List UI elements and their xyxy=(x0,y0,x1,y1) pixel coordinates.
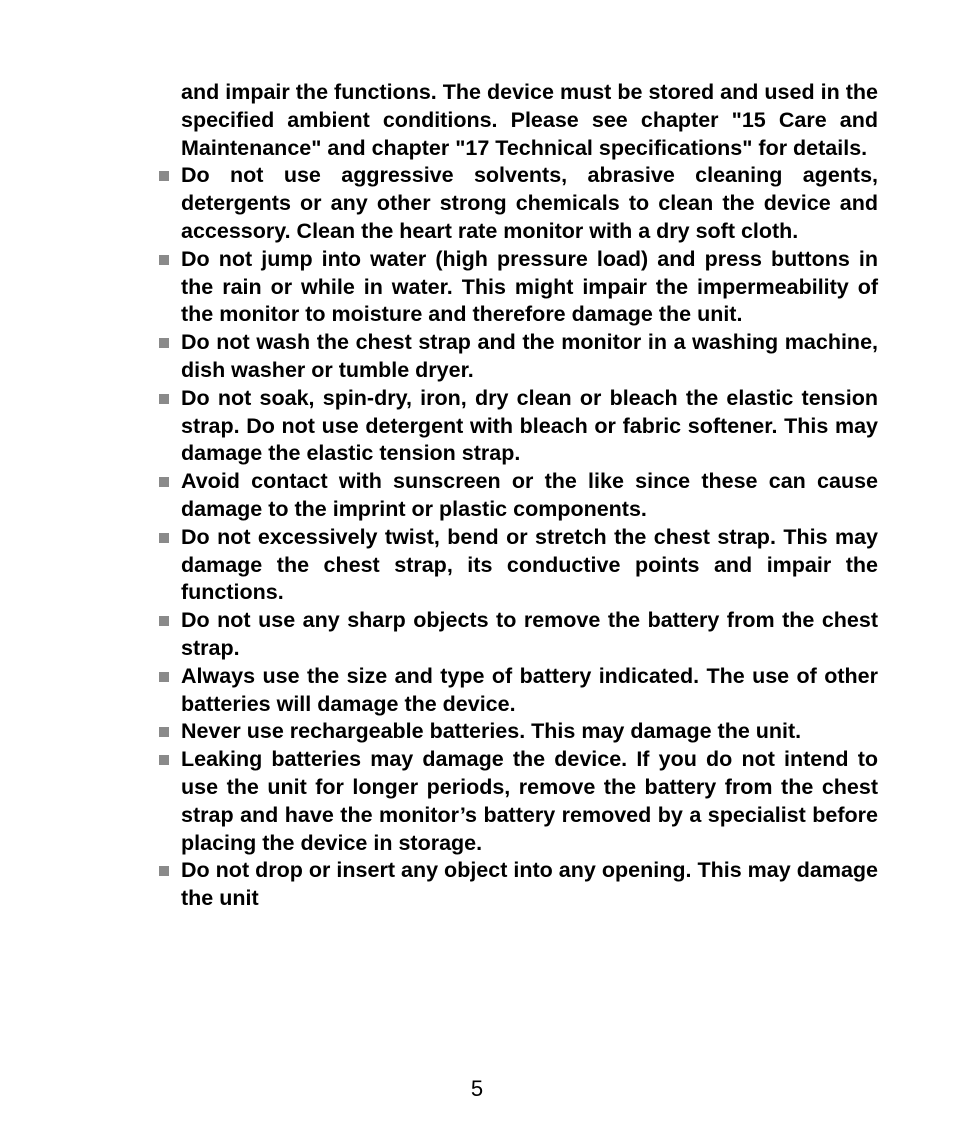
list-item xyxy=(181,468,878,524)
list-item xyxy=(181,607,878,663)
list-item-text: Do not use aggressive solvents, abrasive cleaning agents, detergents or any other strong chemicals to clean the device and accessory. Clean the heart rate monitor with a dry soft cloth. xyxy=(181,163,878,243)
square-bullet-icon xyxy=(159,727,169,737)
list-item xyxy=(181,385,878,468)
list-item-text: Never use rechargeable batteries. This may damage the unit. xyxy=(181,719,802,744)
square-bullet-icon xyxy=(159,755,169,765)
list-item xyxy=(181,746,878,857)
list-item xyxy=(181,663,878,719)
list-item xyxy=(181,718,878,746)
square-bullet-icon xyxy=(159,672,169,682)
square-bullet-icon xyxy=(159,338,169,348)
list-item xyxy=(181,524,878,607)
square-bullet-icon xyxy=(159,533,169,543)
square-bullet-icon xyxy=(159,171,169,181)
intro-paragraph: and impair the functions. The device must be stored and used in the specified ambient conditions. Please see chapter "15 Care and Maintenance" and chapter "17 Technical specifications" for details. xyxy=(181,80,878,160)
document-body xyxy=(181,79,878,913)
list-item-text: Do not jump into water (high pressure load) and press buttons in the rain or while in water. This might impair the impermeability of the monitor to moisture and therefore damage the unit. xyxy=(181,246,878,327)
list-item-text: Do not excessively twist, bend or stretch the chest strap. This may damage the chest strap, its conductive points and impair the functions. xyxy=(181,524,878,605)
page-number: 5 xyxy=(470,1076,484,1101)
list-item xyxy=(181,246,878,329)
square-bullet-icon xyxy=(159,255,169,265)
list-item-text: Do not use any sharp objects to remove the battery from the chest strap. xyxy=(181,608,878,660)
square-bullet-icon xyxy=(159,616,169,626)
safety-list xyxy=(181,162,878,913)
list-item-text: Always use the size and type of battery indicated. The use of other batteries will damage the device. xyxy=(181,663,878,716)
list-item xyxy=(181,329,878,385)
list-item xyxy=(181,162,878,245)
list-item-text: Avoid contact with sunscreen or the like since these can cause damage to the imprint or plastic components. xyxy=(181,469,878,521)
square-bullet-icon xyxy=(159,477,169,487)
list-item-text: Do not drop or insert any object into any opening. This may damage the unit xyxy=(181,858,878,911)
square-bullet-icon xyxy=(159,394,169,404)
list-item-text: Do not wash the chest strap and the monitor in a washing machine, dish washer or tumble dryer. xyxy=(181,330,878,382)
square-bullet-icon xyxy=(159,866,169,876)
list-item-text: Leaking batteries may damage the device. If you do not intend to use the unit for longer periods, remove the battery from the chest strap and have the monitor’s battery removed by a specialist before placing the device in storage. xyxy=(181,747,878,855)
list-item xyxy=(181,857,878,913)
list-item-text: Do not soak, spin-dry, iron, dry clean or bleach the elastic tension strap. Do not use detergent with bleach or fabric softener. This may damage the elastic tension strap. xyxy=(181,385,878,466)
